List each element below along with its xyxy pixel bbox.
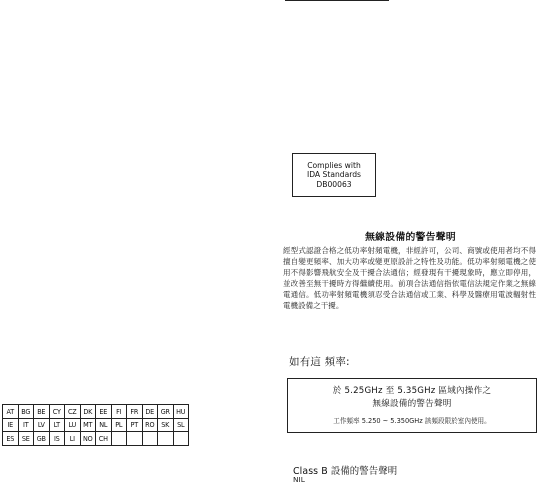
country-code-cell: LI — [65, 432, 81, 446]
country-code-cell: HU — [173, 405, 189, 419]
country-code-table — [2, 404, 189, 446]
country-code-cell: IT — [18, 418, 34, 432]
country-code-cell — [173, 432, 189, 446]
class-b-title: Class B 設備的警告聲明 — [293, 466, 398, 477]
country-code-cell: NO — [80, 432, 96, 446]
country-code-cell: FR — [127, 405, 143, 419]
country-code-cell — [142, 432, 158, 446]
country-code-row — [3, 418, 189, 432]
country-code-cell — [158, 432, 174, 446]
country-code-cell: CH — [96, 432, 112, 446]
frequency-box-line-1: 於 5.25GHz 至 5.35GHz 區域內操作之 — [332, 386, 492, 396]
top-rule — [285, 0, 389, 1]
country-code-cell: BE — [34, 405, 50, 419]
country-code-cell: FI — [111, 405, 127, 419]
country-code-row — [3, 432, 189, 446]
ida-line-1: Complies with — [307, 160, 361, 170]
country-code-cell: LV — [34, 418, 50, 432]
country-code-cell: DK — [80, 405, 96, 419]
country-code-cell: EE — [96, 405, 112, 419]
frequency-box-line-3: 工作頻率 5.250 ~ 5.350GHz 該頻段限於室內使用。 — [333, 417, 491, 425]
class-b-body: NIL — [293, 475, 305, 484]
country-code-cell: SK — [158, 418, 174, 432]
country-code-cell: RO — [142, 418, 158, 432]
warning-title: 無線設備的警告聲明 — [365, 232, 456, 243]
country-code-cell: MT — [80, 418, 96, 432]
country-code-cell: LU — [65, 418, 81, 432]
country-code-cell: IE — [3, 418, 19, 432]
country-code-cell — [127, 432, 143, 446]
frequency-heading: 如有這 頻率: — [289, 356, 350, 368]
warning-body: 經型式認證合格之低功率射頻電機，非經許可，公司、商號或使用者均不得擅自變更頻率、加大功率或變更原設計之特性及功能。低功率射頻電機之使用不得影響飛航安全及干擾合法通信；經發現有干擾現象時，應立即停用，並改善至無干擾時方得繼續使用。前項合法通信指依電信法規定作業之無線電通信。低功率射頻電機須忍受合法通信或工業、科學及醫療用電波輻射性電機設備之干擾。 — [283, 246, 536, 311]
country-code-cell: BG — [18, 405, 34, 419]
ida-line-2: IDA Standards — [306, 170, 362, 180]
country-code-cell: SL — [173, 418, 189, 432]
country-code-cell: IS — [49, 432, 65, 446]
country-code-cell — [111, 432, 127, 446]
country-code-cell: PL — [111, 418, 127, 432]
country-code-cell: CZ — [65, 405, 81, 419]
country-code-cell: GB — [34, 432, 50, 446]
country-code-cell: AT — [3, 405, 19, 419]
ida-compliance-box — [292, 153, 376, 197]
country-code-cell: DE — [142, 405, 158, 419]
country-code-cell: GR — [158, 405, 174, 419]
frequency-warning-box — [287, 378, 537, 433]
ida-line-3: DB00063 — [316, 179, 352, 189]
country-code-cell: LT — [49, 418, 65, 432]
country-code-cell: PT — [127, 418, 143, 432]
country-code-cell: NL — [96, 418, 112, 432]
country-code-row — [3, 405, 189, 419]
country-code-cell: ES — [3, 432, 19, 446]
frequency-box-line-2: 無線設備的警告聲明 — [372, 399, 452, 409]
country-code-cell: SE — [18, 432, 34, 446]
country-code-cell: CY — [49, 405, 65, 419]
